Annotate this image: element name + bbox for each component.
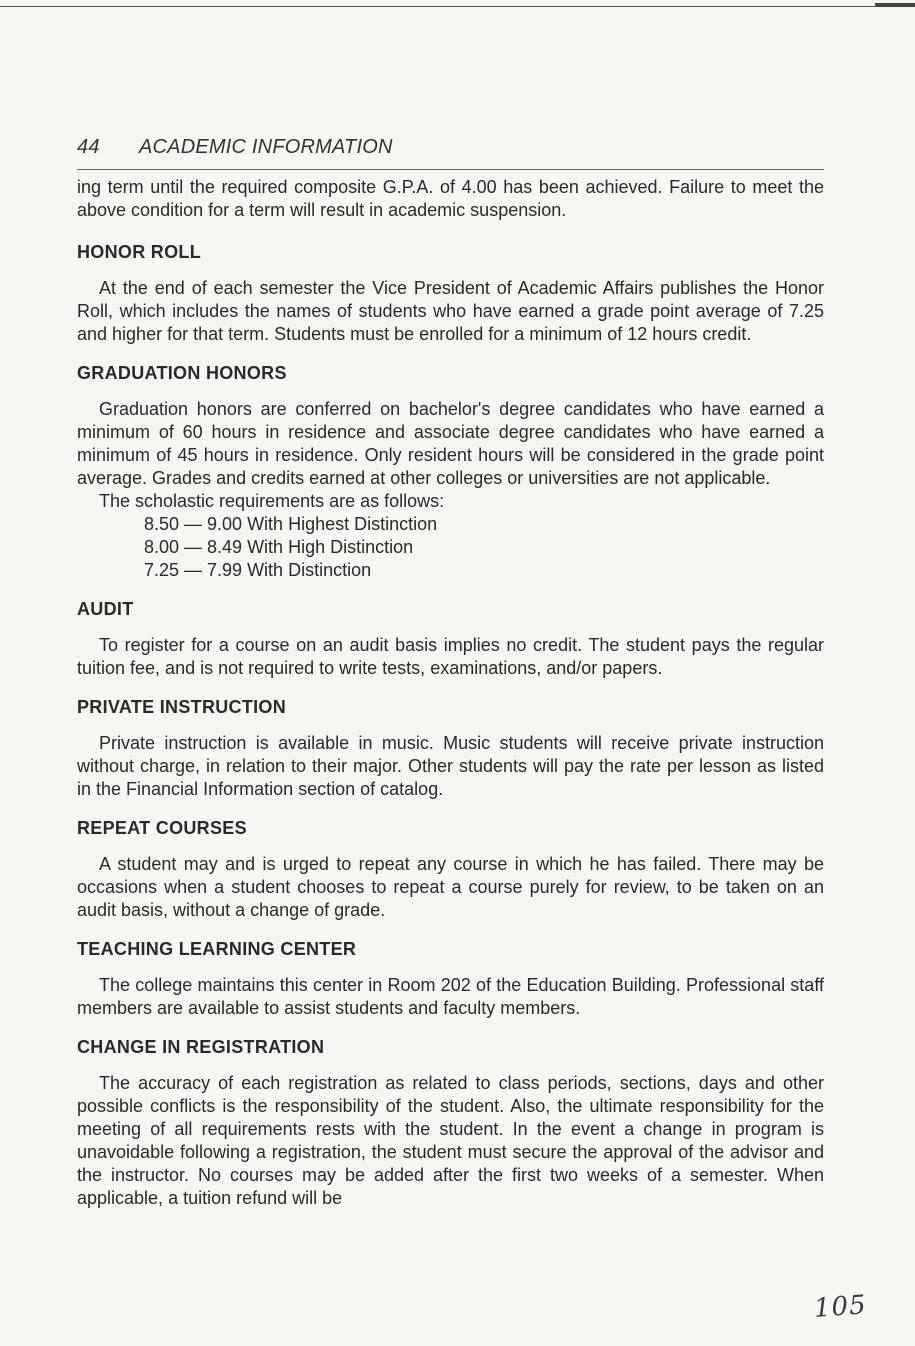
section-teaching-learning-center	[77, 939, 824, 1020]
running-header	[77, 136, 824, 170]
repeat-courses-heading: REPEAT COURSES	[77, 818, 247, 838]
top-scan-rule	[0, 6, 915, 7]
section-title: ACADEMIC INFORMATION	[139, 136, 393, 158]
section-graduation-honors	[77, 363, 824, 582]
repeat-courses-body: A student may and is urged to repeat any course in which he has failed. There may be occasions when a student chooses to repeat a course purely for review, to be taken on an audit basis, without a change of grade.	[77, 854, 824, 920]
requirements-list	[77, 513, 824, 582]
honor-roll-body: At the end of each semester the Vice President of Academic Affairs publishes the Honor Roll, which includes the names of students who have earned a grade point average of 7.25 and higher for that term. Students must be enrolled for a minimum of 12 hours credit.	[77, 278, 824, 344]
top-scan-mark	[875, 3, 915, 7]
change-in-registration-heading: CHANGE IN REGISTRATION	[77, 1037, 325, 1057]
requirements-intro: The scholastic requirements are as follows:	[99, 491, 445, 511]
requirement-item: 7.25 — 7.99 With Distinction	[144, 560, 372, 580]
requirement-item: 8.50 — 9.00 With Highest Distinction	[144, 514, 438, 534]
continuation-paragraph: ing term until the required composite G.P.A. of 4.00 has been achieved. Failure to meet the above condition for a term will result in academic suspension.	[77, 177, 824, 220]
section-audit	[77, 599, 824, 680]
section-repeat-courses	[77, 818, 824, 922]
private-instruction-body: Private instruction is available in music. Music students will receive private instruction without charge, in relation to their major. Other students will pay the rate per lesson as listed in the Financial Information section of catalog.	[77, 733, 824, 799]
audit-body: To register for a course on an audit basis implies no credit. The student pays the regular tuition fee, and is not required to write tests, examinations, and/or papers.	[77, 635, 824, 678]
graduation-honors-heading: GRADUATION HONORS	[77, 363, 287, 383]
page-number: 44	[77, 136, 100, 158]
change-in-registration-body: The accuracy of each registration as related to class periods, sections, days and other possible conflicts is the responsibility of the student. Also, the ultimate responsibility for the meeting of all requirements rests with the student. In the event a change in program is unavoidable following a registration, the student must secure the approval of the advisor and the instructor. No courses may be added after the first two weeks of a semester. When applicable, a tuition refund will be	[77, 1073, 824, 1208]
audit-heading: AUDIT	[77, 599, 134, 619]
section-private-instruction	[77, 697, 824, 801]
graduation-honors-body: Graduation honors are conferred on bachelor's degree candidates who have earned a minimum of 60 hours in residence and associate degree candidates who have earned a minimum of 45 hours in residence. Only resident hours will be considered in the grade point average. Grades and credits earned at other colleges or universities are not applicable.	[77, 399, 824, 488]
private-instruction-heading: PRIVATE INSTRUCTION	[77, 697, 287, 717]
honor-roll-heading: HONOR ROLL	[77, 242, 201, 262]
section-honor-roll	[77, 242, 824, 346]
document-page	[77, 136, 824, 1227]
requirement-item: 8.00 — 8.49 With High Distinction	[144, 537, 414, 557]
handwritten-page-number: 105	[813, 1290, 868, 1324]
teaching-learning-center-body: The college maintains this center in Room 202 of the Education Building. Professional staff members are available to assist students and faculty members.	[77, 975, 824, 1018]
section-change-in-registration	[77, 1037, 824, 1210]
teaching-learning-center-heading: TEACHING LEARNING CENTER	[77, 939, 357, 959]
